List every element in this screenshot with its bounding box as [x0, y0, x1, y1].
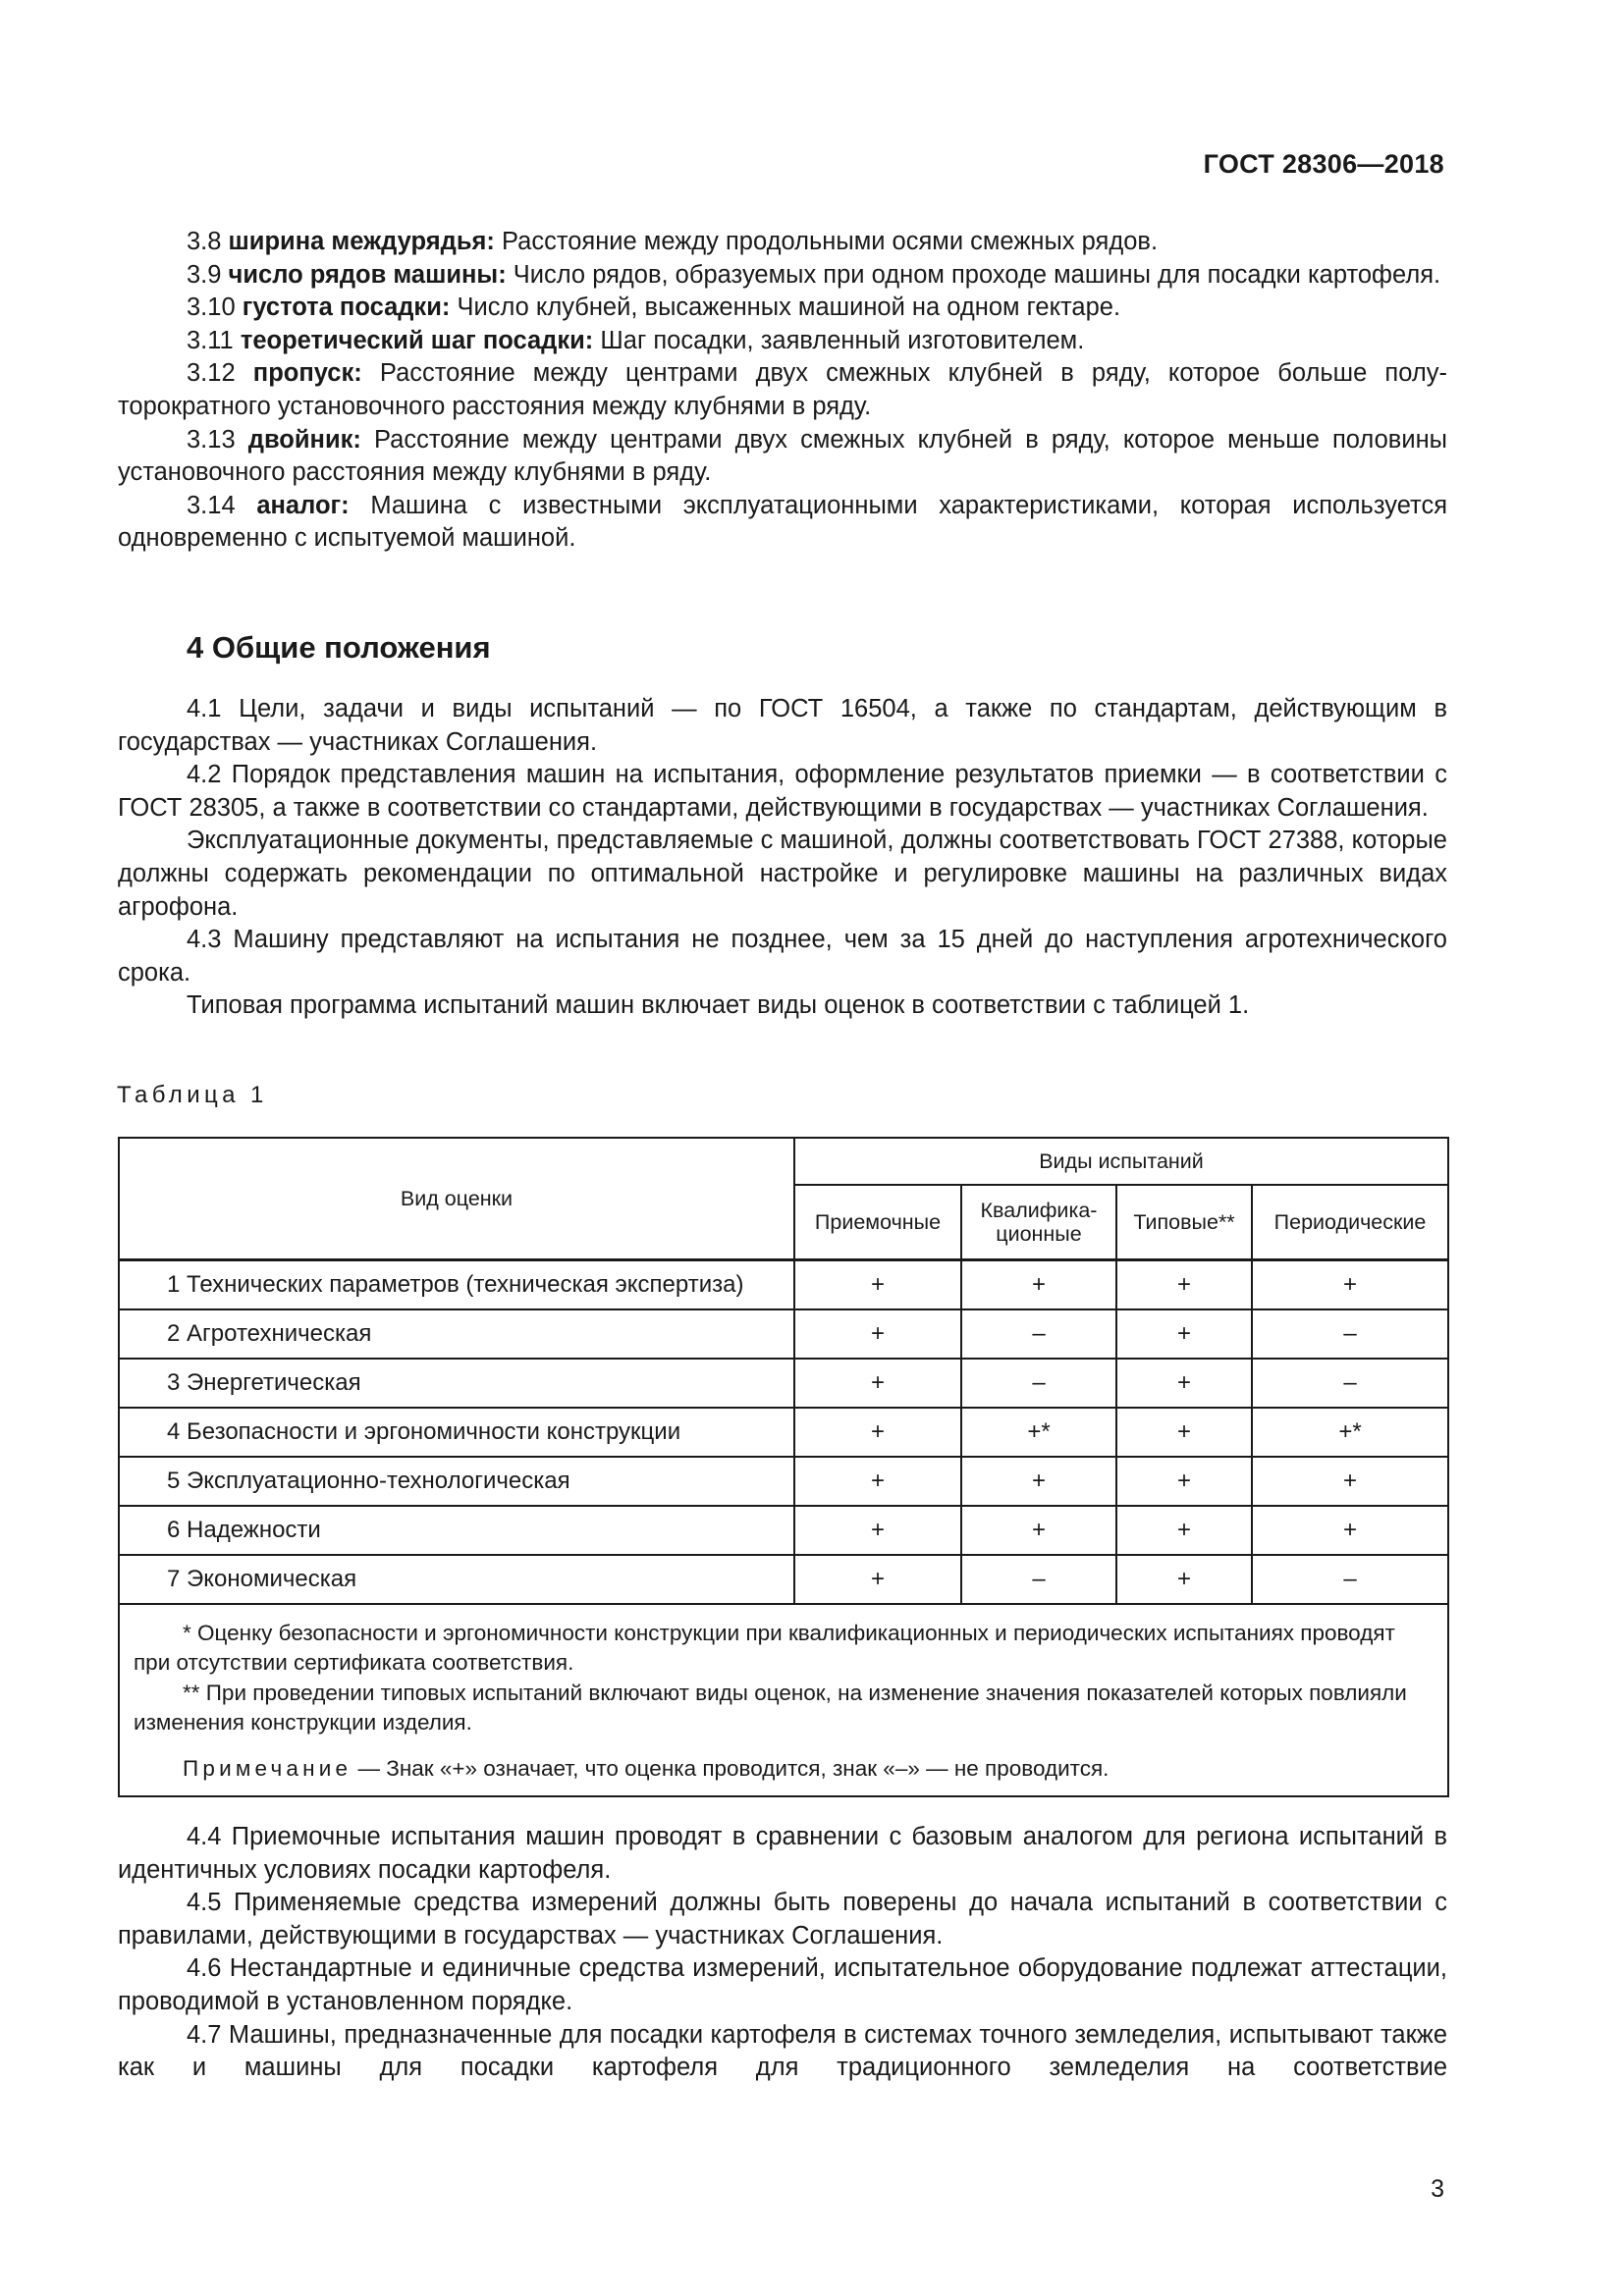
mark-cell: +	[1116, 1359, 1252, 1408]
row-label: 6 Надежности	[119, 1506, 794, 1555]
row-label: 5 Эксплуатационно-технологическая	[119, 1457, 794, 1506]
table-row	[119, 1408, 1448, 1457]
paragraph-4-6: 4.6 Нестандартные и единичные средства измерений, испытательное оборудование подлежат аттестации, проводимой в установленном порядке.	[118, 1954, 1447, 2015]
table-row	[119, 1506, 1448, 1555]
note-text: — Знак «+» означает, что оценка проводится, знак «–» — не проводится.	[352, 1755, 1110, 1781]
mark-cell: +	[1116, 1309, 1252, 1359]
table-footnotes	[119, 1604, 1448, 1797]
definitions-block	[118, 226, 1447, 556]
mark-cell: +	[1116, 1408, 1252, 1457]
mark-cell: +*	[1252, 1408, 1448, 1457]
mark-cell: –	[961, 1555, 1116, 1604]
paragraph-test-program: Типовая программа испытаний машин включает виды оценок в соответствии с таблицей 1.	[187, 991, 1250, 1020]
paragraph-4-3: 4.3 Машину представляют на испытания не позднее, чем за 15 дней до наступления агротехнического срока.	[118, 926, 1447, 987]
mark-cell: +	[794, 1457, 961, 1506]
footnote-1: * Оценку безопасности и эргономичности конструкции при квалификационных и периодических испытаниях проводят при отсутствии сертификата соответствия.	[134, 1620, 1395, 1675]
row-label: 7 Экономическая	[119, 1555, 794, 1604]
definition-3-12: 3.12 пропуск: Расстояние между центрами двух смежных клубней в ряду, которое больше полуторократного установочного расстояния между клубнями в ряду.	[118, 359, 1447, 420]
paragraph-operational-docs: Эксплуатационные документы, представляемые с машиной, должны соответствовать ГОСТ 27388, которые должны содержать рекомендации по оптимальной настройке и регулировке машины на различных видах агрофона.	[118, 827, 1447, 921]
mark-cell: +*	[961, 1408, 1116, 1457]
mark-cell: +	[1116, 1555, 1252, 1604]
general-provisions-block	[118, 693, 1447, 1023]
header-qualification: Квалификационные	[961, 1185, 1116, 1259]
mark-cell: +	[961, 1259, 1116, 1309]
row-label: 1 Технических параметров (техническая экспертиза)	[119, 1259, 794, 1309]
assessment-table	[118, 1137, 1449, 1797]
mark-cell: +	[794, 1555, 961, 1604]
definition-3-9: 3.9 число рядов машины: Число рядов, образуемых при одном проходе машины для посадки картофеля.	[187, 260, 1441, 289]
definition-3-11: 3.11 теоретический шаг посадки: Шаг посадки, заявленный изготовителем.	[187, 326, 1085, 354]
paragraph-4-5: 4.5 Применяемые средства измерений должны быть поверены до начала испытаний в соответствии с правилами, действующими в государствах — участниках Соглашения.	[118, 1889, 1447, 1949]
definition-3-10: 3.10 густота посадки: Число клубней, высаженных машиной на одном гектаре.	[187, 294, 1121, 322]
definition-3-8: 3.8 ширина междурядья: Расстояние между продольными осями смежных рядов.	[187, 228, 1159, 255]
section-title: 4 Общие положения	[187, 630, 491, 665]
footnote-2: ** При проведении типовых испытаний включают виды оценок, на изменение значения показателей которых повлияли изменения конструкции изделия.	[134, 1680, 1407, 1735]
mark-cell: –	[1252, 1359, 1448, 1408]
table-caption: Таблица 1	[117, 1082, 268, 1108]
definition-3-13: 3.13 двойник: Расстояние между центрами двух смежных клубней в ряду, которое меньше половины установочного расстояния между клубнями в ряду.	[118, 425, 1447, 487]
header-assessment-type: Вид оценки	[119, 1138, 794, 1259]
paragraph-4-7: 4.7 Машины, предназначенные для посадки картофеля в системах точного земледелия, испытывают также как и машины для посадки картофеля для традиционного земледелия на соответствие	[118, 2020, 1447, 2082]
header-test-types: Виды испытаний	[794, 1138, 1448, 1185]
mark-cell: +	[961, 1506, 1116, 1555]
document-code-header: ГОСТ 28306—2018	[1203, 149, 1444, 179]
mark-cell: +	[794, 1408, 961, 1457]
row-label: 2 Агротехническая	[119, 1309, 794, 1359]
general-provisions-continued	[118, 1821, 1447, 2085]
mark-cell: +	[1252, 1457, 1448, 1506]
row-label: 4 Безопасности и эргономичности конструкции	[119, 1408, 794, 1457]
table-row	[119, 1555, 1448, 1604]
page-number: 3	[1431, 2175, 1444, 2203]
mark-cell: –	[1252, 1555, 1448, 1604]
paragraph-4-2: 4.2 Порядок представления машин на испытания, оформление результатов приемки — в соответствии с ГОСТ 28305, а также в соответствии со стандартами, действующими в государствах — участниках Соглашения.	[118, 761, 1447, 822]
table-row	[119, 1259, 1448, 1309]
mark-cell: +	[794, 1506, 961, 1555]
mark-cell: +	[961, 1457, 1116, 1506]
definition-3-14: 3.14 аналог: Машина с известными эксплуатационными характеристиками, которая используется одновременно с испытуемой машиной.	[118, 491, 1447, 553]
mark-cell: +	[1252, 1506, 1448, 1555]
header-type: Типовые**	[1116, 1185, 1252, 1259]
table-row	[119, 1457, 1448, 1506]
paragraph-4-4: 4.4 Приемочные испытания машин проводят в сравнении с базовым аналогом для региона испытаний в идентичных условиях посадки картофеля.	[118, 1823, 1447, 1884]
table-row	[119, 1309, 1448, 1359]
header-periodic: Периодические	[1252, 1185, 1448, 1259]
mark-cell: +	[1116, 1259, 1252, 1309]
mark-cell: –	[1252, 1309, 1448, 1359]
mark-cell: +	[794, 1359, 961, 1408]
row-label: 3 Энергетическая	[119, 1359, 794, 1408]
mark-cell: +	[794, 1309, 961, 1359]
mark-cell: –	[961, 1359, 1116, 1408]
table-note	[134, 1754, 1434, 1785]
mark-cell: +	[1116, 1457, 1252, 1506]
table-row	[119, 1359, 1448, 1408]
mark-cell: –	[961, 1309, 1116, 1359]
mark-cell: +	[1252, 1259, 1448, 1309]
note-label: Примечание	[183, 1755, 352, 1781]
paragraph-4-1: 4.1 Цели, задачи и виды испытаний — по ГОСТ 16504, а также по стандартам, действующим в государствах — участниках Соглашения.	[118, 695, 1447, 756]
mark-cell: +	[1116, 1506, 1252, 1555]
header-acceptance: Приемочные	[794, 1185, 961, 1259]
mark-cell: +	[794, 1259, 961, 1309]
